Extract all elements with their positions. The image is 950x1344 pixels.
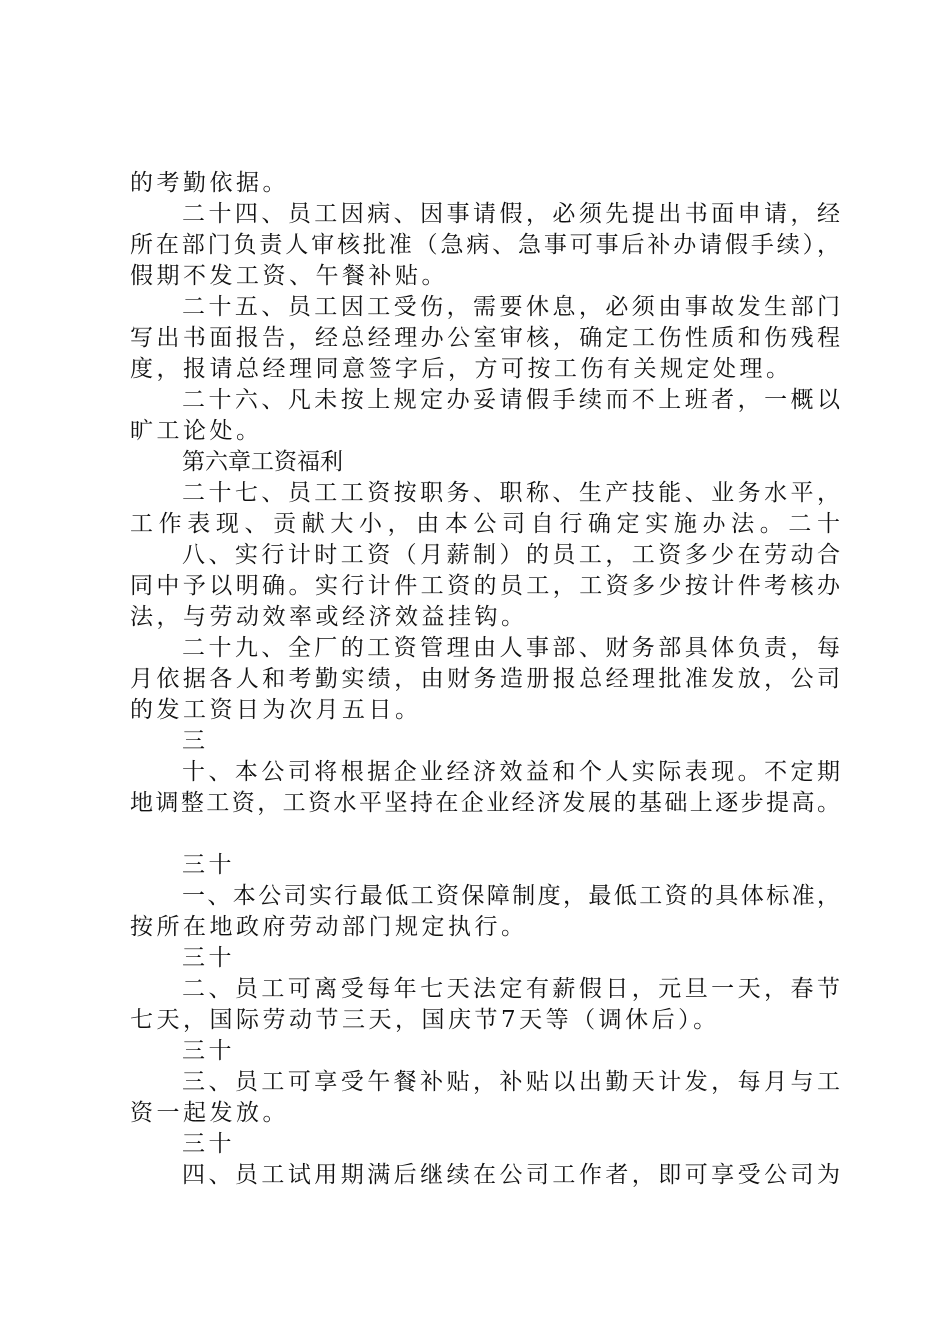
text-line: 假期不发工资、午餐补贴。 [130, 263, 448, 289]
text-line: 的考勤依据。 [130, 170, 289, 196]
chapter-heading: 第六章工资福利 [182, 449, 343, 475]
text-line: 旷工论处。 [130, 418, 263, 444]
text-line: 八、实行计时工资（月薪制）的员工，工资多少在劳动合 [182, 542, 840, 568]
text-line: 度，报请总经理同意签字后，方可按工伤有关规定处理。 [130, 356, 793, 382]
text-line: 月依据各人和考勤实绩，由财务造册报总经理批准发放，公司 [130, 666, 840, 692]
text-line: 二十九、全厂的工资管理由人事部、财务部具体负责，每 [182, 635, 840, 661]
text-line: 地调整工资，工资水平坚持在企业经济发展的基础上逐步提高。 [130, 790, 840, 816]
text-line: 二十五、员工因工受伤，需要休息，必须由事故发生部门 [182, 294, 840, 320]
text-line: 三十 [182, 1038, 235, 1064]
text-line: 法，与劳动效率或经济效益挂钩。 [130, 604, 528, 630]
text-line: 资一起发放。 [130, 1100, 289, 1126]
text-line: 三十 [182, 1131, 235, 1157]
text-line: 所在部门负责人审核批准（急病、急事可事后补办请假手续）， [130, 232, 840, 258]
text-line: 四、员工试用期满后继续在公司工作者，即可享受公司为 [182, 1162, 840, 1188]
text-line: 二十六、凡未按上规定办妥请假手续而不上班者，一概以 [182, 387, 840, 413]
text-line: 三、员工可享受午餐补贴，补贴以出勤天计发，每月与工 [182, 1069, 840, 1095]
text-line: 七天，国际劳动节三天，国庆节7天等（调休后）。 [130, 1007, 720, 1033]
text-line: 的发工资日为次月五日。 [130, 697, 422, 723]
text-line: 写出书面报告，经总经理办公室审核，确定工伤性质和伤残程 [130, 325, 840, 351]
text-line: 按所在地政府劳动部门规定执行。 [130, 914, 528, 940]
text-line: 工作表现、贡献大小，由本公司自行确定实施办法。二十 [130, 511, 840, 537]
text-line: 二十七、员工工资按职务、职称、生产技能、业务水平， [182, 480, 840, 506]
text-line: 二十四、员工因病、因事请假，必须先提出书面申请，经 [182, 201, 840, 227]
text-line: 二、员工可离受每年七天法定有薪假日，元旦一天，春节 [182, 976, 840, 1002]
text-line: 十、本公司将根据企业经济效益和个人实际表现。不定期 [182, 759, 840, 785]
text-line: 同中予以明确。实行计件工资的员工，工资多少按计件考核办 [130, 573, 840, 599]
text-line: 三 [182, 728, 209, 754]
text-line: 一、本公司实行最低工资保障制度，最低工资的具体标准， [182, 883, 840, 909]
blank-line [130, 819, 840, 850]
document-body [130, 168, 840, 1191]
text-line: 三十 [182, 852, 235, 878]
text-line: 三十 [182, 945, 235, 971]
